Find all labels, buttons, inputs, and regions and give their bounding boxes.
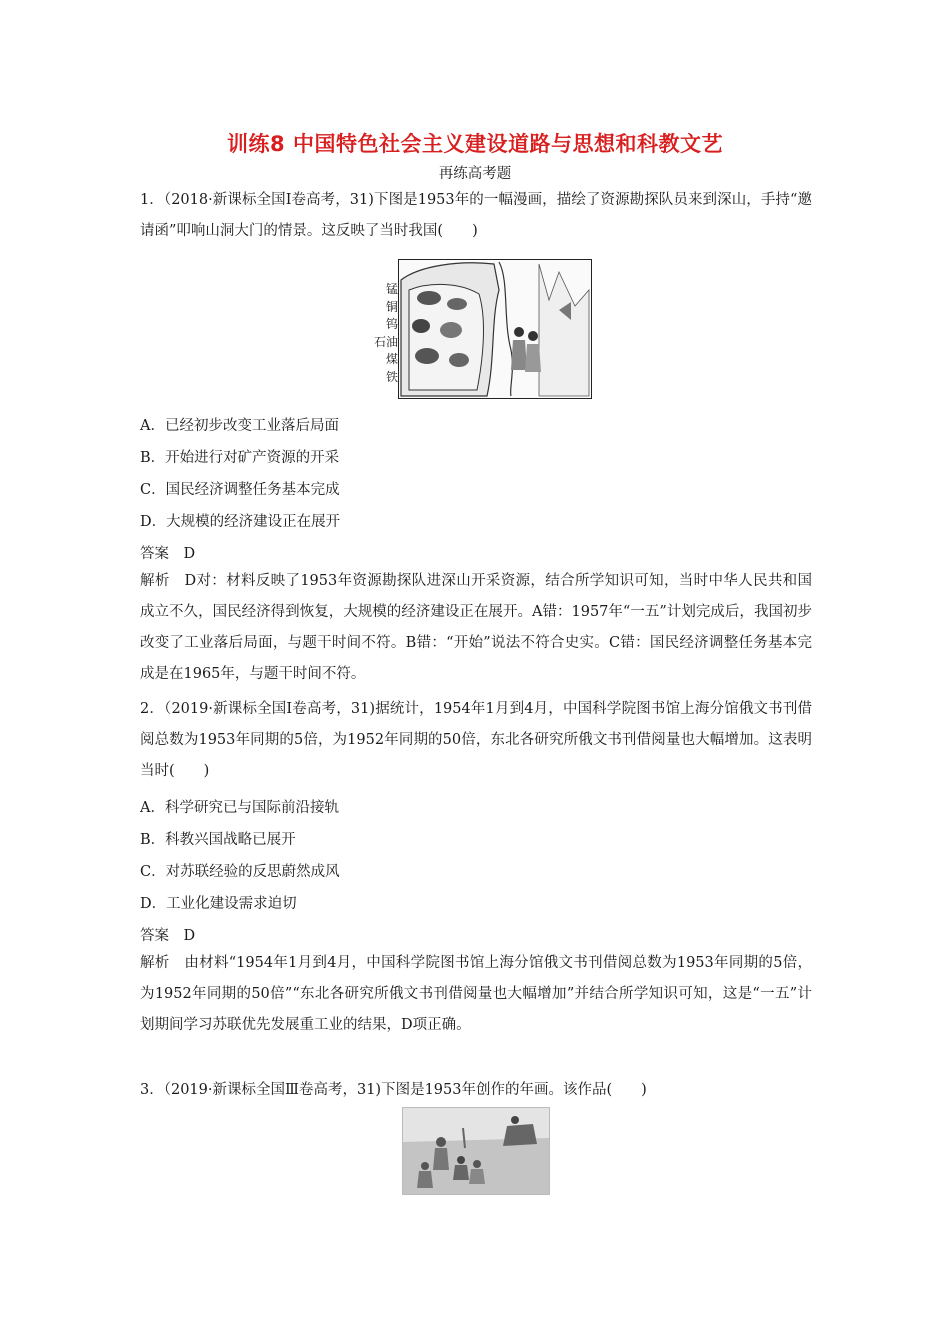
cartoon-label: 锰 <box>385 282 398 296</box>
question-3-stem: 3．（2019·新课标全国Ⅲ卷高考，31)下图是1953年创作的年画。该作品( ) <box>140 1082 647 1098</box>
painting-illustration <box>403 1108 549 1194</box>
question-1-stem: 1．（2018·新课标全国Ⅰ卷高考，31)下图是1953年的一幅漫画，描绘了资源勘探队员来到深山，手持“邀请函”叩响山洞大门的情景。这反映了当时我国( ) <box>140 192 812 239</box>
cartoon-label: 钨 <box>385 317 398 331</box>
cartoon-label: 煤 <box>385 352 398 366</box>
section-subtitle: 再练高考题 <box>438 166 512 182</box>
question-1-option-c: C．国民经济调整任务基本完成 <box>140 482 340 498</box>
cartoon-label: 铜 <box>385 299 398 314</box>
cartoon-label: 石油 <box>373 334 398 349</box>
question-2-stem: 2．（2019·新课标全国Ⅰ卷高考，31)据统计，1954年1月到4月，中国科学院图书馆上海分馆俄文书刊借阅总数为1953年同期的5倍，为1952年同期的50倍，东北各研究所俄文书刊借阅量也大幅增加。这表明当时( ) <box>140 701 812 779</box>
cartoon-illustration <box>399 260 591 398</box>
question-1-option-a: A．已经初步改变工业落后局面 <box>140 418 339 434</box>
question-1-answer: 答案 D <box>140 546 196 562</box>
cartoon-label: 铁 <box>385 369 398 384</box>
page-title: 训练8 中国特色社会主义建设道路与思想和科教文艺 <box>227 132 723 156</box>
question-2-option-c: C．对苏联经验的反思蔚然成风 <box>140 864 340 880</box>
cartoon-labels <box>366 281 398 386</box>
question-1-option-d: D．大规模的经济建设正在展开 <box>140 514 341 530</box>
question-1-option-b: B．开始进行对矿产资源的开采 <box>140 450 340 466</box>
question-2-option-a: A．科学研究已与国际前沿接轨 <box>140 800 339 816</box>
new-year-painting-image <box>402 1107 550 1195</box>
cartoon-1953-image <box>398 259 592 399</box>
question-1-analysis: 解析 D对：材料反映了1953年资源勘探队进深山开采资源，结合所学知识可知，当时中华人民共和国成立不久，国民经济得到恢复，大规模的经济建设正在展开。A错：1957年“一五”计划完成后，我国初步改变了工业落后局面，与题干时间不符。B错：“开始”说法不符合史实。C错：国民经济调整任务基本完成是在1965年，与题干时间不符。 <box>140 573 812 682</box>
question-2-option-d: D．工业化建设需求迫切 <box>140 896 297 912</box>
question-2-answer: 答案 D <box>140 928 196 944</box>
question-2-option-b: B．科教兴国战略已展开 <box>140 832 296 848</box>
question-2-analysis: 解析 由材料“1954年1月到4月，中国科学院图书馆上海分馆俄文书刊借阅总数为1953年同期的5倍，为1952年同期的50倍”“东北各研究所俄文书刊借阅量也大幅增加”并结合所学知识可知，这是“一五”计划期间学习苏联优先发展重工业的结果，D项正确。 <box>140 955 812 1033</box>
